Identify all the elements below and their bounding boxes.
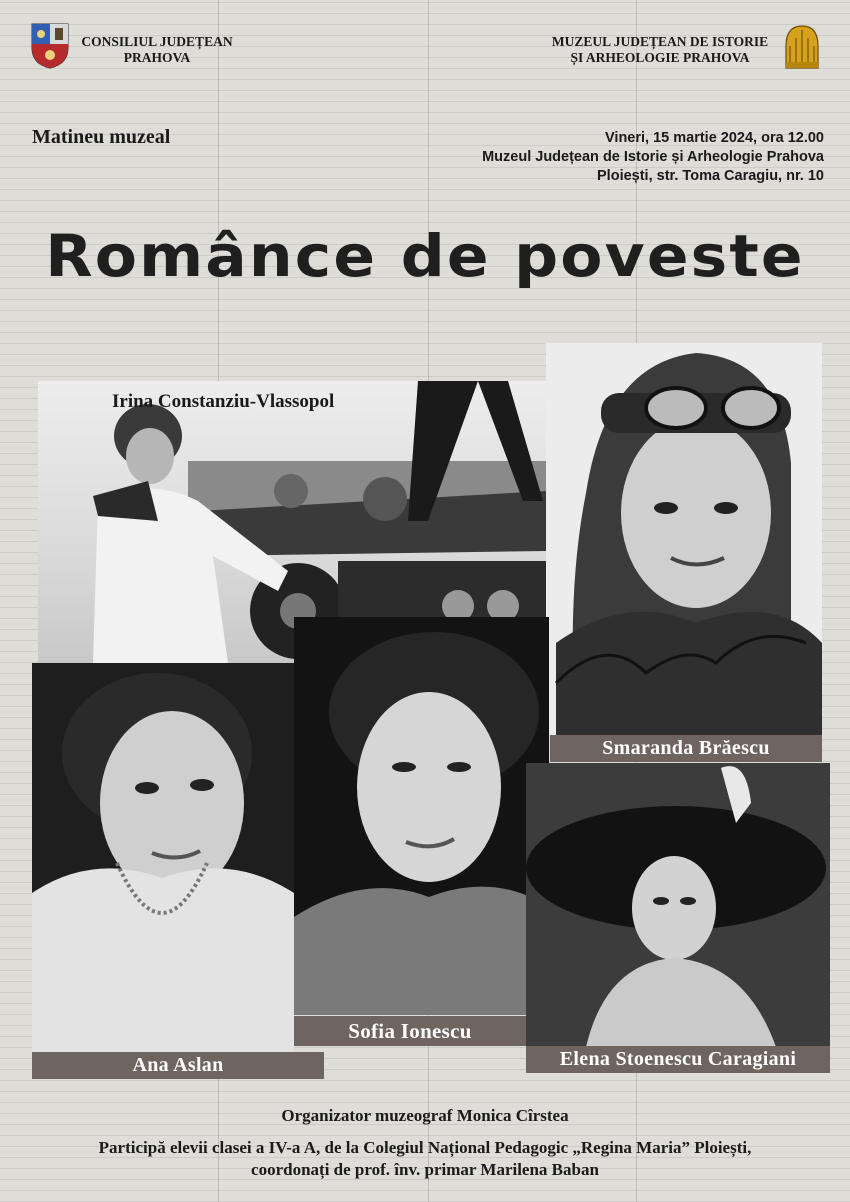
label-elena-stoenescu-caragiani: Elena Stoenescu Caragiani	[526, 1046, 830, 1073]
event-venue: Muzeul Județean de Istorie și Arheologie Prahova	[482, 149, 824, 165]
organizer-credit: Organizator muzeograf Monica Cîrstea	[281, 1106, 569, 1125]
photo-elena-stoenescu-caragiani	[526, 763, 830, 1047]
event-series-label: Matineu muzeal	[32, 126, 171, 148]
event-date: Vineri, 15 martie 2024, ora 12.00	[605, 130, 824, 146]
county-council-name-line2: PRAHOVA	[123, 50, 191, 65]
event-title: Românce de poveste	[45, 222, 805, 290]
county-crest-icon	[30, 22, 70, 70]
label-smaranda-braescu: Smaranda Brăescu	[550, 735, 822, 762]
museum-name-line2: ȘI ARHEOLOGIE PRAHOVA	[570, 50, 750, 65]
label-sofia-ionescu: Sofia Ionescu	[294, 1016, 526, 1046]
event-address: Ploiești, str. Toma Caragiu, nr. 10	[597, 168, 824, 184]
photo-sofia-ionescu	[294, 617, 549, 1015]
photo-smaranda-braescu	[546, 343, 822, 735]
photo-ana-aslan	[32, 663, 294, 1053]
museum-helmet-logo-icon	[782, 22, 822, 72]
county-council-name-line1: CONSILIUL JUDEȚEAN	[81, 34, 233, 49]
participants-line1: Participă elevii clasei a IV-a A, de la Colegiul Național Pedagogic „Regina Maria” Ploiești,	[98, 1138, 752, 1157]
museum-name-line1: MUZEUL JUDEȚEAN DE ISTORIE	[551, 34, 769, 49]
label-ana-aslan: Ana Aslan	[32, 1052, 324, 1079]
label-irina-constanziu-vlassopol: Irina Constanziu-Vlassopol	[112, 391, 335, 412]
participants-line2: coordonați de prof. înv. primar Marilena Baban	[251, 1160, 599, 1179]
